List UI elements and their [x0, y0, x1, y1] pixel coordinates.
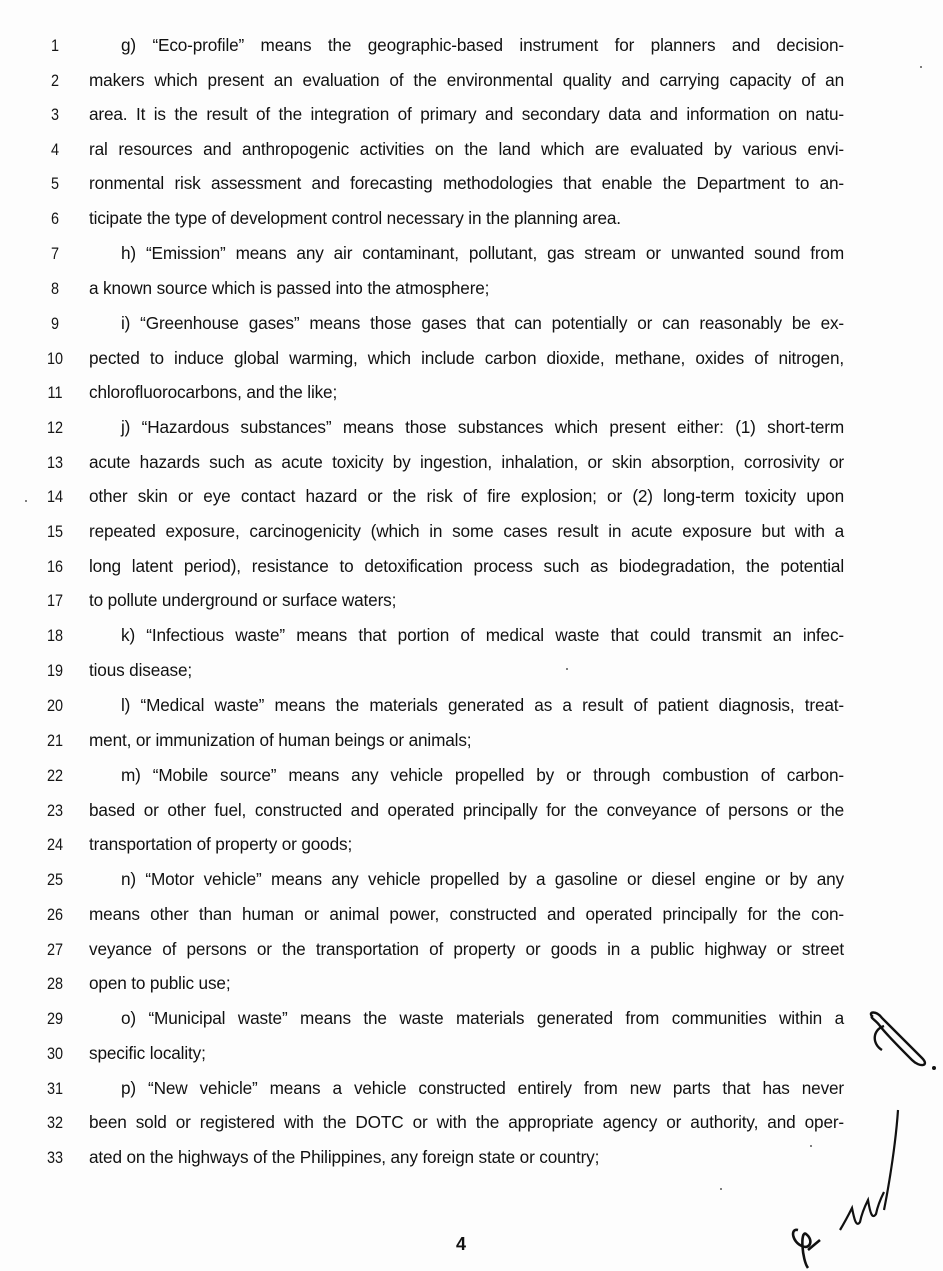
text-line [0, 168, 943, 202]
line-text: n) “Motor vehicle” means any vehicle propelled by a gasoline or diesel engine or by any [121, 869, 844, 889]
line-number: 24 [46, 835, 64, 854]
text-line [0, 343, 943, 377]
line-number: 20 [46, 696, 64, 715]
line-text: veyance of persons or the transportation of property or goods in a public highway or street [89, 939, 844, 959]
text-line [0, 203, 943, 237]
line-number: 27 [46, 940, 64, 959]
text-line [0, 30, 943, 64]
line-text: m) “Mobile source” means any vehicle propelled by or through combustion of carbon- [121, 765, 844, 785]
line-number: 15 [46, 522, 64, 541]
line-number: 18 [46, 626, 64, 645]
text-line [0, 795, 943, 829]
line-text: acute hazards such as acute toxicity by ingestion, inhalation, or skin absorption, corrosivity or [89, 452, 844, 472]
text-line [0, 481, 943, 515]
text-line [0, 829, 943, 863]
line-text: tious disease; [89, 660, 192, 680]
text-line [0, 1003, 943, 1037]
text-line [0, 899, 943, 933]
text-line [0, 725, 943, 759]
handwritten-signature-icon [780, 1100, 930, 1271]
text-line [0, 447, 943, 481]
line-text: specific locality; [89, 1043, 206, 1063]
text-line [0, 934, 943, 968]
page-number: 4 [456, 1234, 467, 1254]
text-line [0, 238, 943, 272]
handwritten-initials-icon [862, 1008, 942, 1078]
line-text: ated on the highways of the Philippines, any foreign state or country; [89, 1147, 600, 1167]
line-number: 11 [47, 383, 63, 402]
line-number: 2 [50, 71, 60, 90]
line-text: p) “New vehicle” means a vehicle constructed entirely from new parts that has never [121, 1078, 844, 1098]
text-line [0, 655, 943, 689]
text-line [0, 585, 943, 619]
line-number: 17 [46, 591, 64, 610]
line-text: means other than human or animal power, constructed and operated principally for the con- [89, 904, 844, 924]
text-line [0, 308, 943, 342]
text-line [0, 273, 943, 307]
line-number: 29 [46, 1009, 64, 1028]
line-text: open to public use; [89, 973, 231, 993]
line-number: 12 [46, 418, 64, 437]
text-line [0, 760, 943, 794]
line-number: 3 [50, 105, 60, 124]
text-line [0, 864, 943, 898]
text-line [0, 377, 943, 411]
scan-speck [566, 668, 568, 670]
line-text: ment, or immunization of human beings or animals; [89, 730, 472, 750]
text-line [0, 65, 943, 99]
line-text: g) “Eco-profile” means the geographic-based instrument for planners and decision- [121, 35, 844, 55]
line-text: pected to induce global warming, which include carbon dioxide, methane, oxides of nitrogen, [89, 348, 844, 368]
text-line [0, 690, 943, 724]
line-number: 8 [50, 279, 60, 298]
line-number: 25 [46, 870, 64, 889]
line-number: 19 [46, 661, 64, 680]
line-number: 28 [46, 974, 64, 993]
line-number: 21 [46, 731, 64, 750]
text-line [0, 968, 943, 1002]
text-line [0, 99, 943, 133]
line-text: k) “Infectious waste” means that portion of medical waste that could transmit an infec- [121, 625, 844, 645]
text-line [0, 620, 943, 654]
text-line [0, 1038, 943, 1072]
line-text: area. It is the result of the integration of primary and secondary data and information on natu- [89, 104, 844, 124]
line-number: 23 [46, 801, 64, 820]
text-line [0, 134, 943, 168]
line-text: ral resources and anthropogenic activities on the land which are evaluated by various envi- [89, 139, 844, 159]
line-number: 26 [46, 905, 64, 924]
scan-speck [920, 66, 922, 68]
line-text: ticipate the type of development control necessary in the planning area. [89, 208, 621, 228]
line-text: been sold or registered with the DOTC or with the appropriate agency or authority, and oper- [89, 1112, 844, 1132]
line-number: 33 [46, 1148, 64, 1167]
line-text: i) “Greenhouse gases” means those gases that can potentially or can reasonably be ex- [121, 313, 844, 333]
line-text: transportation of property or goods; [89, 834, 353, 854]
line-number: 16 [46, 557, 64, 576]
line-text: chlorofluorocarbons, and the like; [89, 382, 338, 402]
line-number: 7 [50, 244, 60, 263]
line-number: 32 [46, 1113, 64, 1132]
line-number: 31 [46, 1079, 64, 1098]
line-text: long latent period), resistance to detoxification process such as biodegradation, the potential [89, 556, 844, 576]
line-text: to pollute underground or surface waters; [89, 590, 397, 610]
text-line [0, 551, 943, 585]
text-line [0, 412, 943, 446]
line-number: 4 [50, 140, 60, 159]
scan-speck [810, 1145, 812, 1147]
line-number: 9 [50, 314, 60, 333]
line-number: 1 [50, 36, 60, 55]
scan-speck [720, 1188, 722, 1190]
line-number: 6 [50, 209, 60, 228]
line-number: 14 [46, 487, 64, 506]
line-number: 30 [46, 1044, 64, 1063]
line-text: repeated exposure, carcinogenicity (which in some cases result in acute exposure but with a [89, 521, 844, 541]
line-text: makers which present an evaluation of the environmental quality and carrying capacity of an [89, 70, 844, 90]
line-text: o) “Municipal waste” means the waste materials generated from communities within a [121, 1008, 844, 1028]
line-number: 10 [46, 349, 64, 368]
line-text: h) “Emission” means any air contaminant, pollutant, gas stream or unwanted sound from [121, 243, 844, 263]
line-number: 22 [46, 766, 64, 785]
line-number: 5 [50, 174, 60, 193]
text-line [0, 516, 943, 550]
line-text: ronmental risk assessment and forecasting methodologies that enable the Department to an- [89, 173, 844, 193]
line-text: based or other fuel, constructed and operated principally for the conveyance of persons or the [89, 800, 844, 820]
line-text: other skin or eye contact hazard or the risk of fire explosion; or (2) long-term toxicity upon [89, 486, 844, 506]
line-text: l) “Medical waste” means the materials generated as a result of patient diagnosis, treat- [121, 695, 844, 715]
line-text: j) “Hazardous substances” means those substances which present either: (1) short-term [121, 417, 844, 437]
scan-speck [25, 500, 27, 502]
line-number: 13 [46, 453, 64, 472]
line-text: a known source which is passed into the atmosphere; [89, 278, 490, 298]
